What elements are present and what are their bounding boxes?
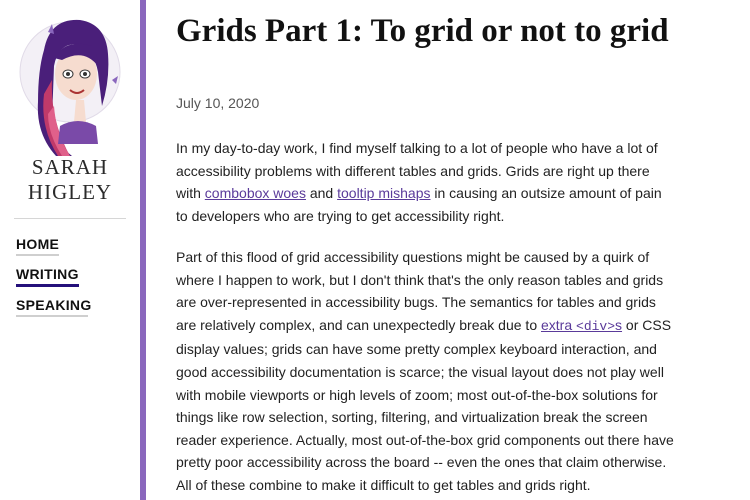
accent-divider xyxy=(140,0,146,500)
link-text: extra xyxy=(541,316,577,333)
paragraph-text: and xyxy=(305,185,338,202)
paragraph-text: Part of this flood of grid accessibility questions might be caused by a quirk of where I happen to work, but I don't think that's the only reason tables and grids are over-represented in accessibility bugs. The semantics for tables and grids are relatively complex, and can unexpectedly break due to xyxy=(176,249,664,333)
extra-divs-link[interactable] xyxy=(541,317,622,333)
combobox-woes-link[interactable]: combobox woes xyxy=(204,185,306,202)
article-date: July 10, 2020 xyxy=(176,95,260,111)
sidebar xyxy=(0,0,140,500)
link-suffix: s xyxy=(615,316,623,333)
article-paragraph-1 xyxy=(176,137,676,227)
article-paragraph-2 xyxy=(176,246,676,497)
author-first-name: SARAH xyxy=(31,155,109,179)
main-nav xyxy=(16,236,92,327)
author-avatar xyxy=(14,10,122,156)
sidebar-divider xyxy=(14,218,126,219)
nav-speaking[interactable]: SPEAKING xyxy=(16,297,88,317)
author-last-name: HIGLEY xyxy=(27,180,113,204)
tooltip-mishaps-link[interactable]: tooltip mishaps xyxy=(337,185,431,202)
nav-home[interactable]: HOME xyxy=(16,236,59,256)
paragraph-text: in causing an outsize amount of pain to developers who are trying to get accessibility right. xyxy=(176,185,662,224)
div-code: <div> xyxy=(576,318,616,334)
article-title: Grids Part 1: To grid or not to grid xyxy=(176,13,669,49)
paragraph-text: or CSS display values; grids can have some pretty complex keyboard interaction, and good accessibility documentation is scarce; the visual layout does not play well with mobile viewports or high levels of zoom; most out-of-the-box solutions for things like row selection, sorting, filtering, and virtualization break the screen reader experience. Actually, most out-of-the-box grid components out there have pretty poor accessibility across the board -- even the ones that claim otherwise. All of these combine to make it difficult to get tables and grids right. xyxy=(176,316,674,493)
paragraph-text: In my day-to-day work, I find myself talking to a lot of people who have a lot of accessibility problems with different tables and grids. Grids are right up there with xyxy=(176,140,658,202)
nav-writing[interactable]: WRITING xyxy=(16,266,79,287)
